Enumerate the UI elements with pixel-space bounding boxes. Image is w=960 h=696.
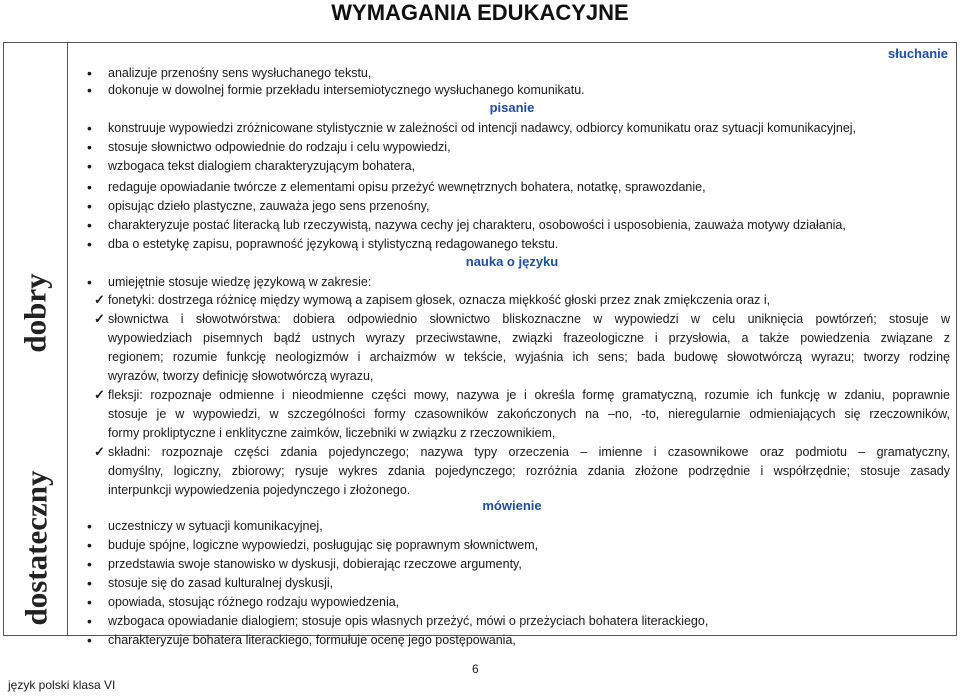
section-heading-speaking: mówienie: [482, 498, 542, 513]
language-line: domyślny, logiczny, zbiorowy; rysuje wykres zdania pojedynczego; rozróżnia zdania złożone podrzędnie i współrzędnie; stosuje zasady: [108, 464, 950, 478]
writing-item: • opisując dzieło plastyczne, zauważa jego sens przenośny,: [108, 198, 950, 214]
section-heading-language: nauka o języku: [465, 254, 559, 269]
section-heading-writing: pisanie: [489, 100, 535, 115]
language-line: regionem; rozumie funkcję neologizmów i archaizmów w tekście, wyjaśnia ich sens; bada budowę słowotwórczą wyrazu; tworzy rodzinę: [108, 350, 950, 364]
writing-item: • konstruuje wypowiedzi zróżnicowane stylistycznie w zależności od intencji nadawcy, odbiorcy komunikatu oraz sytuacji komunikacyjnej,: [108, 120, 950, 136]
speaking-item: • wzbogaca opowiadanie dialogiem; stosuje opis własnych przeżyć, mówi o przeżyciach bohatera literackiego,: [108, 613, 950, 629]
writing-item: • charakteryzuje postać literacką lub rzeczywistą, nazywa cechy jej charakteru, osobowości i usposobienia, zauważa motywy działania,: [108, 217, 950, 233]
language-line: ✓ fonetyki: dostrzega różnicę między wymową a zapisem głosek, oznacza miękkość głoski przez znak zmiękczenia oraz i,: [108, 292, 950, 308]
requirements-content: [68, 43, 956, 647]
speaking-item: • przedstawia swoje stanowisko w dyskusji, dobierając rzeczowe argumenty,: [108, 556, 950, 572]
speaking-item: • opowiada, stosując różnego rodzaju wypowiedzenia,: [108, 594, 950, 610]
writing-item: • stosuje słownictwo odpowiednie do rodzaju i celu wypowiedzi,: [108, 139, 950, 155]
language-line: ✓ słownictwa i słowotwórstwa: dobiera odpowiednio słownictwo bliskoznaczne w wypowiedzi w celu uniknięcia powtórzeń; stosuje w: [108, 311, 950, 327]
page-title: WYMAGANIA EDUKACYJNE: [331, 0, 629, 25]
section-heading-listening: słuchanie: [888, 46, 948, 61]
language-line: wypowiedziach pisemnych bądź ustnych wyrazy przeciwstawne, związki frazeologiczne i przysłowia, a także powiedzenia związane z: [108, 331, 950, 345]
speaking-item: • uczestniczy w sytuacji komunikacyjnej,: [108, 518, 950, 534]
language-line: interpunkcji wypowiedzenia pojedynczego i złożonego.: [108, 483, 411, 497]
grade-label-sufficient: dostateczny: [18, 470, 54, 626]
speaking-item: • charakteryzuje bohatera literackiego, formułuje ocenę jego postępowania,: [108, 632, 950, 648]
speaking-item: • buduje spójne, logiczne wypowiedzi, posługując się poprawnym słownictwem,: [108, 537, 950, 553]
footer-subject: język polski klasa VI: [8, 678, 116, 692]
language-line: wyrazów, tworzy definicję słowotwórczą wyrazu,: [108, 369, 374, 383]
language-intro: • umiejętnie stosuje wiedzę językową w zakresie:: [108, 274, 950, 290]
listening-item: • dokonuje w dowolnej formie przekładu intersemiotycznego wysłuchanego komunikatu.: [108, 82, 950, 98]
language-line: ✓ fleksji: rozpoznaje odmienne i nieodmienne części mowy, nazywa je i określa formę gramatyczną, rozumie ich funkcję w zdaniu, poprawnie: [108, 387, 950, 403]
writing-item: • wzbogaca tekst dialogiem charakteryzującym bohatera,: [108, 158, 950, 174]
page-number: 6: [472, 662, 479, 676]
language-line: stosuje je w wypowiedzi, w szczególności formy czasowników zakończonych na –no, -to, nieregularnie odmieniających się rzeczowników,: [108, 407, 950, 421]
grade-label-good: dobry: [18, 273, 53, 353]
language-line: formy prokliptyczne i enklityczne zaimków, liczebniki w związku z rzeczownikiem,: [108, 426, 556, 440]
listening-item: • analizuje przenośny sens wysłuchanego tekstu,: [108, 65, 950, 81]
requirements-table: [3, 42, 957, 647]
writing-item: • dba o estetykę zapisu, poprawność językową i stylistyczną redagowanego tekstu.: [108, 236, 950, 252]
language-line: ✓ składni: rozpoznaje części zdania pojedynczego; nazywa typy orzeczenia – imienne i czasownikowe oraz podmiotu – gramatyczny,: [108, 444, 950, 460]
grade-column: [4, 43, 68, 635]
speaking-item: • stosuje się do zasad kulturalnej dyskusji,: [108, 575, 950, 591]
writing-item: • redaguje opowiadanie twórcze z elementami opisu przeżyć wewnętrznych bohatera, notatkę, sprawozdanie,: [108, 179, 950, 195]
